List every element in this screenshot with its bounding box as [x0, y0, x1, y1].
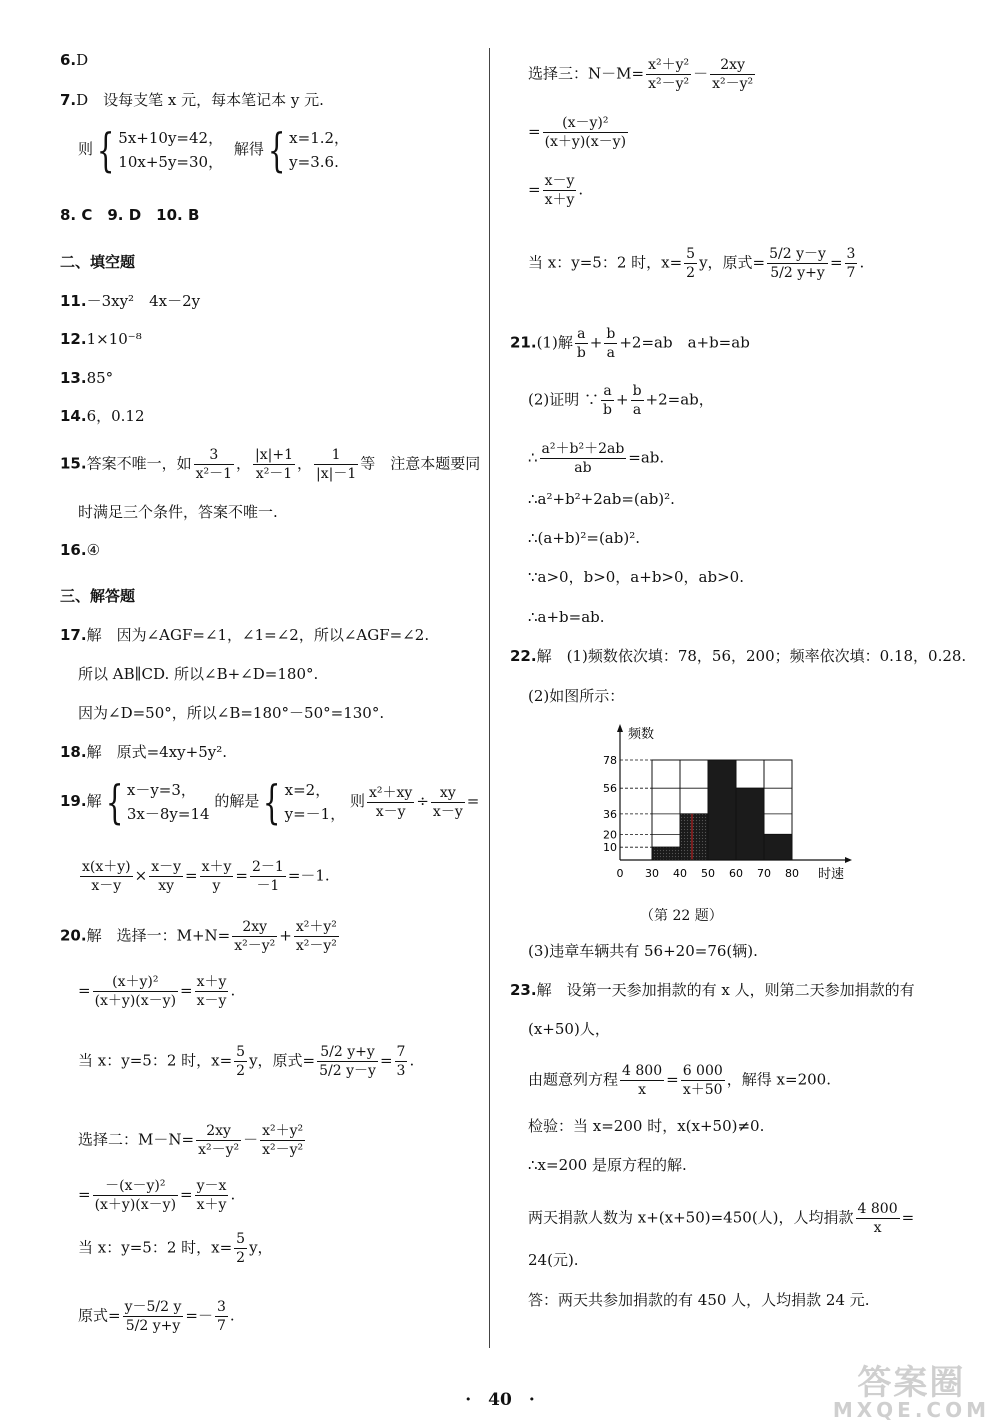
- y-axis-title: 频数: [628, 727, 655, 742]
- x-tick-label: 80: [785, 867, 799, 880]
- answer-12: 12.1×10⁻⁸: [60, 330, 142, 348]
- answer-23-line1: 23.解 设第一天参加捐款的有 x 人，则第二天参加捐款的有: [510, 981, 915, 999]
- page-number: · 40 ·: [465, 1390, 535, 1410]
- histogram-bars: [652, 760, 792, 860]
- answer-21-line4: ∴a²+b²+2ab=(ab)².: [528, 490, 675, 508]
- answer-23-line4: 检验：当 x=200 时，x(x+50)≠0.: [528, 1117, 765, 1135]
- histogram-bar: [652, 847, 680, 860]
- y-axis-arrow: [617, 724, 623, 732]
- watermark-en: MXQE.COM: [832, 1398, 990, 1422]
- answer-15: 15.答案不唯一，如 $\frac{3}{\text{x²－1}}$ ， $\frac{|x|+1}{\text{x²－1}}$ ， $\frac{1}{|x|-1}$ 等 注意本题要同: [60, 447, 481, 482]
- x-tick-label: 50: [701, 867, 715, 880]
- section-solve: 三、解答题: [60, 587, 136, 605]
- answer-20-option3: 选择三：N－M= $\frac{\text{x²＋y²}}{\text{x²－y²}}$ － $\frac{2xy}{\text{x²－y²}}$: [528, 57, 754, 92]
- answer-23-line8: 答：两天共参加捐款的有 450 人，人均捐款 24 元.: [528, 1291, 870, 1309]
- answer-20-line7: 原式= $\frac{y-5/2 y}{5/2 y+y}$ =－ $\frac{3}{7}$ .: [78, 1299, 235, 1334]
- answer-8-10: 8. C 9. D 10. B: [60, 206, 200, 224]
- histogram-bar: [736, 788, 764, 860]
- watermark-logo: [832, 1363, 990, 1422]
- answer-20-option3-line3: = $\frac{x-y}{x+y}$ .: [528, 173, 584, 208]
- answer-16: 16.④: [60, 541, 101, 559]
- answer-23-line2: (x+50)人，: [528, 1020, 610, 1038]
- answer-20-line1: 20.解 选择一：M+N= $\frac{2xy}{\text{x²－y²}}$ + $\frac{\text{x²＋y²}}{\text{x²－y²}}$: [60, 919, 337, 954]
- y-tick-label: 10: [603, 841, 617, 855]
- answer-23-line6: 两天捐款人数为 x+(x+50)=450(人)，人均捐款 $\frac{4 800}{x}$ =: [528, 1201, 915, 1236]
- answer-6: 6.D: [60, 51, 89, 69]
- y-tick-label: 36: [603, 807, 617, 821]
- answer-20-option3-line2: = $\frac{\text{(x－y)²}}{(x+y)(x-y)}$: [528, 115, 627, 150]
- answer-17-line3: 因为∠D=50°，所以∠B=180°－50°=130°.: [78, 704, 385, 722]
- answer-14: 14.6，0.12: [60, 407, 145, 425]
- answer-22-line2: (2)如图所示：: [528, 687, 625, 705]
- watermark-cn: 答案圈: [857, 1363, 966, 1403]
- answer-11: 11.－3xy² 4x－2y: [60, 292, 201, 310]
- answer-20-option3-line4: 当 x：y=5：2 时，x= $\frac{5}{2}$ y，原式= $\frac{5/2 y-y}{5/2 y+y}$ = $\frac{3}{7}$ .: [528, 246, 865, 281]
- answer-20-line5: = $\frac{\text{－(x－y)²}}{(x+y)(x-y)}$ = $\frac{y-x}{x+y}$ .: [78, 1178, 236, 1213]
- answer-18: 18.解 原式=4xy+5y².: [60, 743, 227, 761]
- answer-22-line1: 22.解 (1)频数依次填：78，56，200；频率依次填：0.18，0.28.: [510, 647, 967, 665]
- answer-7: 7.D 设每支笔 x 元，每本笔记本 y 元.: [60, 91, 324, 109]
- answer-19-line1: 19.解{ x－y=3， 3x－8y=14 的解是{ x=2， y=－1， 则 $\frac{\text{x²＋xy}}{x-y}$ ÷ $\frac{xy}{x-y}$ =: [60, 775, 480, 829]
- answer-17-line1: 17.解 因为∠AGF=∠1，∠1=∠2，所以∠AGF=∠2.: [60, 626, 430, 644]
- answer-21-part1: 21.(1)解 $\frac{a}{b}$ + $\frac{b}{a}$ +2=ab a+b=ab: [510, 326, 750, 361]
- answer-20-line3: 当 x：y=5：2 时，x= $\frac{5}{2}$ y，原式= $\frac{5/2 y+y}{5/2 y-y}$ = $\frac{7}{3}$ .: [78, 1044, 415, 1079]
- answer-21-line7: ∴a+b=ab.: [528, 608, 605, 626]
- column-divider: [489, 48, 490, 1348]
- answer-15-note: 时满足三个条件，答案不唯一.: [78, 503, 278, 521]
- answer-23-line7: 24(元).: [528, 1251, 579, 1269]
- answer-23-line5: ∴x=200 是原方程的解.: [528, 1156, 687, 1174]
- answer-17-line2: 所以 AB∥CD. 所以∠B+∠D=180°.: [78, 665, 319, 683]
- answer-19-line2: $\frac{x(x+y)}{x-y}$ × $\frac{x-y}{xy}$ = $\frac{x+y}{y}$ = $\frac{2-1}{-1}$ =－1.: [82, 859, 330, 894]
- answer-21-part2: (2)证明 ∵ $\frac{a}{b}$ + $\frac{b}{a}$ +2=ab，: [528, 383, 714, 418]
- section-fill-blank: 二、填空题: [60, 253, 136, 271]
- figure-caption: （第 22 题）: [640, 908, 723, 924]
- histogram-bar: [764, 834, 792, 860]
- x-tick-label: 0: [616, 867, 624, 880]
- x-tick-label: 40: [673, 867, 687, 880]
- x-tick-label: 60: [729, 867, 743, 880]
- answer-21-line6: ∵a>0，b>0，a+b>0，ab>0.: [528, 568, 744, 586]
- answer-20-line2: = $\frac{\text{(x＋y)²}}{(x+y)(x-y)}$ = $\frac{x+y}{x-y}$ .: [78, 974, 236, 1009]
- y-tick-label: 56: [603, 782, 617, 796]
- x-axis-arrow: [845, 857, 852, 863]
- y-tick-label: 20: [603, 828, 617, 842]
- answer-21-line5: ∴(a+b)²=(ab)².: [528, 529, 640, 547]
- answer-20-line6: 当 x：y=5：2 时，x= $\frac{5}{2}$ y，: [78, 1231, 273, 1266]
- x-tick-label: 70: [757, 867, 771, 880]
- x-tick-label: 30: [645, 867, 659, 880]
- answer-21-line3: ∴ $\frac{\text{a²＋b²＋2ab}}{ab}$ =ab.: [528, 441, 665, 476]
- histogram-bar: [708, 760, 736, 860]
- answer-22-line3: (3)违章车辆共有 56+20=76(辆).: [528, 942, 758, 960]
- histogram-chart: [590, 720, 860, 885]
- answer-7-system: 则{ 5x+10y=42， 10x+5y=30， 解得{ x=1.2， y=3.6.: [78, 123, 350, 177]
- answer-23-line3: 由题意列方程 $\frac{4 800}{x}$ = $\frac{6 000}{x+50}$ ，解得 x=200.: [528, 1063, 831, 1098]
- answer-20-option2: 选择二：M－N= $\frac{2xy}{\text{x²－y²}}$ － $\frac{\text{x²＋y²}}{\text{x²－y²}}$: [78, 1123, 304, 1158]
- histogram-bar: [680, 814, 708, 860]
- x-axis-title: 时速: [818, 867, 845, 882]
- answer-13: 13.85°: [60, 369, 114, 387]
- y-tick-label: 78: [603, 754, 617, 767]
